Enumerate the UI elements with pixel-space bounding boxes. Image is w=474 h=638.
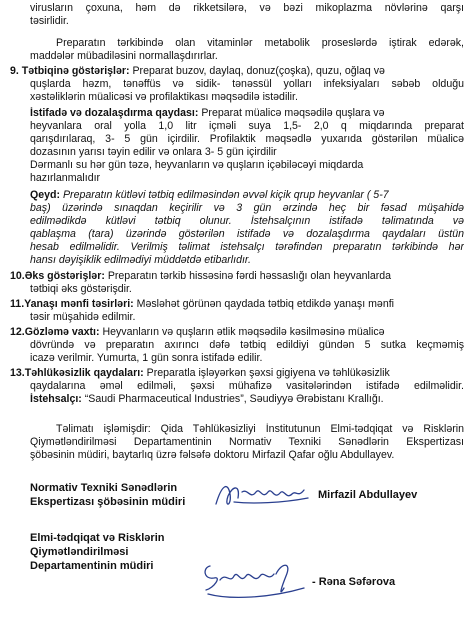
body-line: təsirlidir.: [30, 15, 69, 27]
signature-2-handwriting: [200, 558, 310, 602]
section-number: 13.: [10, 367, 25, 379]
body-line: xəstəliklərin müalicəsi və profilaktikası məqsədilə istədilir.: [30, 91, 298, 103]
body-line: dozasının yarısı təyin edilir və onlara 3- 5 gün içirdilir: [30, 146, 277, 158]
section-12-line: [10, 326, 464, 339]
note-text: Preparatın kütləvi tətbiq edilməsindən əvvəl kiçik qrup heyvanlar ( 5-7: [62, 189, 389, 201]
note-title: Qeyd:: [30, 189, 61, 201]
signature-1-title-line: Ekspertizası şöbəsinin müdiri: [30, 496, 186, 508]
manufacturer-text: “Saudi Pharmaceutical Industries”, Səudiyyə Ərəbistanı Krallığı.: [84, 393, 384, 405]
signature-2-title: [30, 531, 164, 573]
section-number: 10.: [10, 270, 25, 282]
author-line: Təlimatı işləmişdir: Qida Təhlükəsizliyi İnstitutunun Elmi-tədqiqat və Risklərin: [56, 423, 464, 435]
note-line: [30, 189, 464, 202]
section-text: Məsləhət görünən qaydada tətbiq etdikdə yanaşı mənfi: [136, 298, 395, 310]
signature-1-title: [30, 481, 185, 509]
author-line: Qiymətləndirilməsi Departamentinin Normativ Texniki Sənədlərin Ekspertizası: [30, 436, 464, 448]
dose-line: [30, 107, 464, 120]
section-title: Təhlükəsizlik qaydaları:: [24, 367, 144, 379]
section-title: Tətbiqinə göstərişlər:: [21, 65, 130, 77]
section-text: Preparatın tərkib hissəsinə fərdi həssaslığı olan heyvanlarda: [107, 270, 392, 282]
body-line: maddələr mübadiləsini normallaşdırırlar.: [30, 50, 218, 62]
section-13-line: [10, 367, 464, 380]
section-text: Preparatla işləyərkən şəxsi gigiyena və təhlükəsizlik: [146, 367, 390, 379]
manufacturer-line: [30, 393, 464, 406]
dose-title: İstifadə və dozalaşdırma qaydası:: [30, 107, 199, 119]
note-line: baş) üzərində sınaqdan keçirilir və 3 gün ərzində heç bir fəsad müşahidə: [30, 202, 464, 214]
dose-text: Preparat müalicə məqsədilə quşlara və: [201, 107, 385, 119]
body-line: qarışdırılaraq, 3- 5 gün içirdilir. Profilaktik məqsədlə yuxarıda göstərilən müalicə: [30, 133, 464, 145]
note-line: qablaşma (tara) üzərində göstərilən istifadə və dozalaşdırma qaydaları üstün: [30, 228, 464, 240]
signature-1-title-line: Normativ Texniki Sənədlərin: [30, 482, 178, 494]
body-line: Preparatın tərkibində olan vitaminlər metabolik proseslərdə iştirak edərək,: [56, 37, 464, 49]
section-9-line: [10, 65, 464, 78]
section-text: Heyvanların və quşların ətlik məqsədilə kəsilməsinə müalicə: [102, 326, 385, 338]
body-line: hazırlanmalıdır: [30, 172, 101, 184]
signature-2-title-line: Elmi-tədqiqat və Risklərin: [30, 532, 165, 544]
section-title: Gözləmə vaxtı:: [24, 326, 100, 338]
signature-2-title-line: Departamentinin müdiri: [30, 560, 154, 572]
body-line: təsir müşahidə edilmir.: [30, 311, 136, 323]
section-text: Preparat buzov, daylaq, donuz(çoşka), quzu, oğlaq və: [132, 65, 385, 77]
signature-2-name: - Rəna Səfərova: [312, 576, 396, 588]
manufacturer-title: İstehsalçı:: [30, 393, 82, 405]
signature-1-handwriting: [212, 478, 312, 512]
note-line: hansı dəyişiklik edilmədiyi müddətdə etibarlıdır.: [30, 254, 252, 266]
body-line: icazə verilmir. Yumurta, 1 gün sonra istifadə edilir.: [30, 352, 263, 364]
body-line: tətbiqi əks göstərişdir.: [30, 283, 132, 295]
section-number: 9.: [10, 65, 19, 77]
body-line: Dərmanlı su hər gün təzə, heyvanların və quşların içəbiləcəyi miqdarda: [30, 159, 364, 171]
signature-2-title-line: Qiymətləndirilməsi: [30, 546, 129, 558]
body-line: qaydalarına əməl edilməli, şəxsi mühafizə vasitələrindən istifadə edilməlidir.: [30, 380, 464, 392]
section-10-line: [10, 270, 464, 283]
author-line: şöbəsinin müdiri, baytarlıq üzrə fəlsəfə doktoru Mirfazil Qafar oğlu Abdullayev.: [30, 449, 395, 461]
note-line: edilmədikdə kütləvi tətbiq olunur. İstehsalçının istifadə təlimatında və: [30, 215, 464, 227]
signature-1-name: Mirfazil Abdullayev: [318, 489, 418, 501]
body-line: quşlarda həzm, tənəffüs və sidik- tənəssül yolları infeksiyaları səbəb olduğu: [30, 78, 464, 90]
body-line: heyvanlara oral yolla 1,0 litr içməli suya 1,5- 2,0 q miqdarında preparat: [30, 120, 464, 132]
section-11-line: [10, 298, 464, 311]
section-title: Yanaşı mənfi təsirləri:: [24, 298, 134, 310]
section-title: Əks göstərişlər:: [24, 270, 105, 282]
section-number: 12.: [10, 326, 25, 338]
section-number: 11.: [10, 298, 25, 310]
note-line: hesab edilməlidir. Verilmiş təlimat istehsalçı tərəfindən preparatın tərkibində hər: [30, 241, 464, 253]
body-line: virusların çoxuna, həm də rikketsilərə, və bəzi mikoplazma növlərinə qarşı: [30, 2, 464, 14]
body-line: dövründə və preparatın axırıncı dəfə tətbiq edildiyi gündən 5 sutka keçməmiş: [30, 339, 464, 351]
